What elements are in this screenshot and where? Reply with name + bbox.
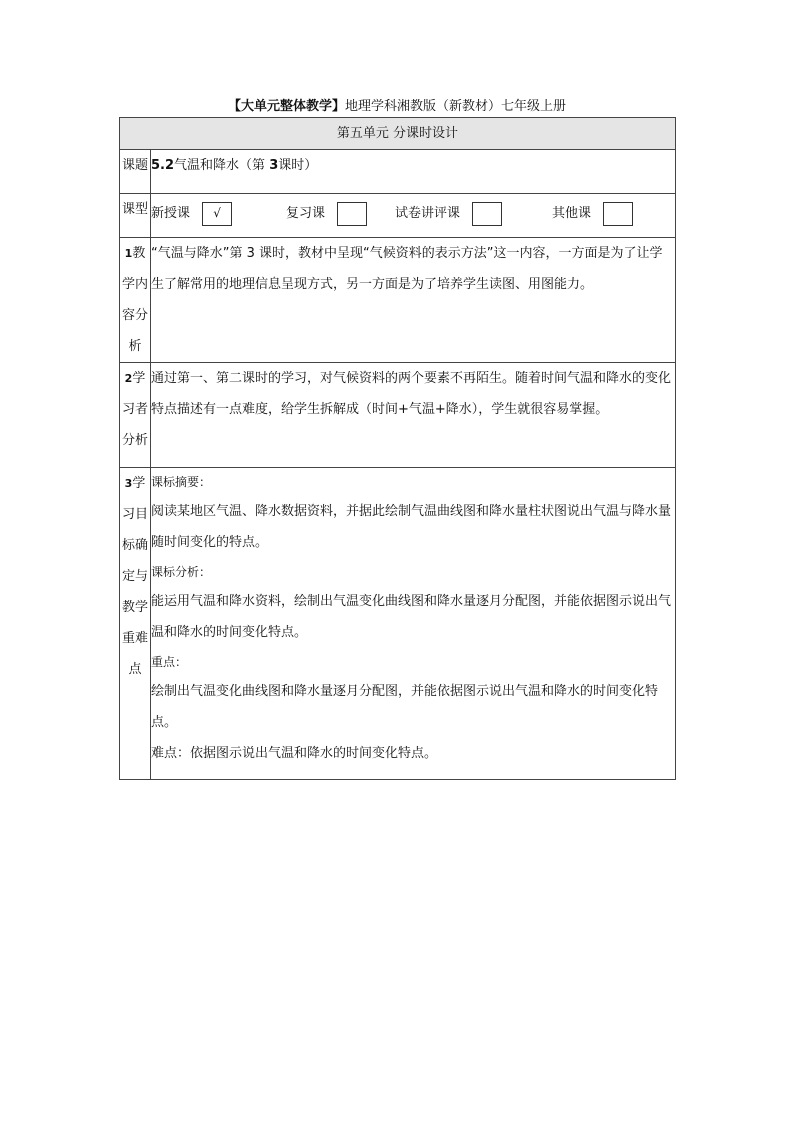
learner-analysis-label [120, 363, 151, 468]
objectives-label [120, 468, 151, 780]
content-analysis-label-number: 1 [124, 247, 133, 260]
standard-analysis-heading: 课标分析： [151, 565, 212, 579]
learner-analysis-row [120, 363, 676, 468]
document-title [0, 99, 794, 115]
lesson-type-new [151, 198, 232, 229]
objectives-label-number: 3 [124, 477, 133, 490]
lesson-type-review-checkbox [337, 202, 367, 226]
content-analysis-label [120, 238, 151, 363]
lesson-type-exam-review-label: 试卷讲评课 [395, 206, 461, 221]
topic-label: 课题 [120, 150, 151, 194]
key-point-heading: 重点： [151, 655, 188, 669]
topic-period: 3 [269, 158, 279, 173]
difficulty-text: 难点：依据图示说出气温和降水的时间变化特点。 [151, 746, 438, 761]
objectives-label-text: 学习目标确定与教学重难点 [121, 476, 148, 677]
lesson-type-exam-review [395, 198, 502, 229]
content-analysis-row [120, 238, 676, 363]
lesson-type-exam-review-checkbox [472, 202, 502, 226]
learner-analysis-text: 通过第一、第二课时的学习，对气候资料的两个要素不再陌生。随着时间气温和降水的变化特点描述有一点难度，给学生拆解成（时间+气温+降水），学生就很容易掌握。 [151, 363, 676, 468]
content-analysis-label-text: 教学内容分析 [121, 246, 148, 354]
standard-analysis-text: 能运用气温和降水资料，绘制出气温变化曲线图和降水量逐月分配图，并能依据图示说出气温和降水的时间变化特点。 [151, 594, 672, 640]
topic-cell [151, 150, 676, 194]
topic-title-end: 课时） [278, 158, 318, 173]
topic-number: 5.2 [151, 158, 175, 173]
standard-summary-text: 阅读某地区气温、降水数据资料，并据此绘制气温曲线图和降水量柱状图说出气温与降水量随时间变化的特点。 [151, 504, 672, 550]
key-point-text: 绘制出气温变化曲线图和降水量逐月分配图，并能依据图示说出气温和降水的时间变化特点。 [151, 684, 659, 730]
lesson-type-other [552, 198, 633, 229]
topic-title: 气温和降水（第 [174, 158, 266, 173]
lesson-type-label: 课型 [120, 194, 151, 238]
objectives-cell [151, 468, 676, 780]
unit-header-row [120, 118, 676, 150]
lesson-type-other-label: 其他课 [552, 206, 592, 221]
lesson-type-row [120, 194, 676, 238]
lesson-type-review [286, 198, 367, 229]
lesson-type-new-label: 新授课 [151, 206, 191, 221]
unit-header: 第五单元 分课时设计 [120, 118, 676, 150]
lesson-type-other-checkbox [603, 202, 633, 226]
topic-row [120, 150, 676, 194]
lesson-type-cell [151, 194, 676, 238]
document-title-bracketed: 【大单元整体教学】 [227, 99, 345, 114]
objectives-row [120, 468, 676, 780]
standard-summary-heading: 课标摘要： [151, 475, 212, 489]
learner-analysis-label-number: 2 [124, 372, 133, 385]
lesson-plan-table [119, 117, 676, 780]
lesson-type-review-label: 复习课 [286, 206, 326, 221]
document-title-rest: 地理学科湘教版（新教材）七年级上册 [345, 99, 567, 114]
content-analysis-text: “气温与降水”第 3 课时，教材中呈现“气候资料的表示方法”这一内容，一方面是为了让学生了解常用的地理信息呈现方式，另一方面是为了培养学生读图、用图能力。 [151, 238, 676, 363]
learner-analysis-label-text: 学习者分析 [121, 371, 148, 448]
lesson-type-new-checkbox: √ [202, 202, 232, 226]
